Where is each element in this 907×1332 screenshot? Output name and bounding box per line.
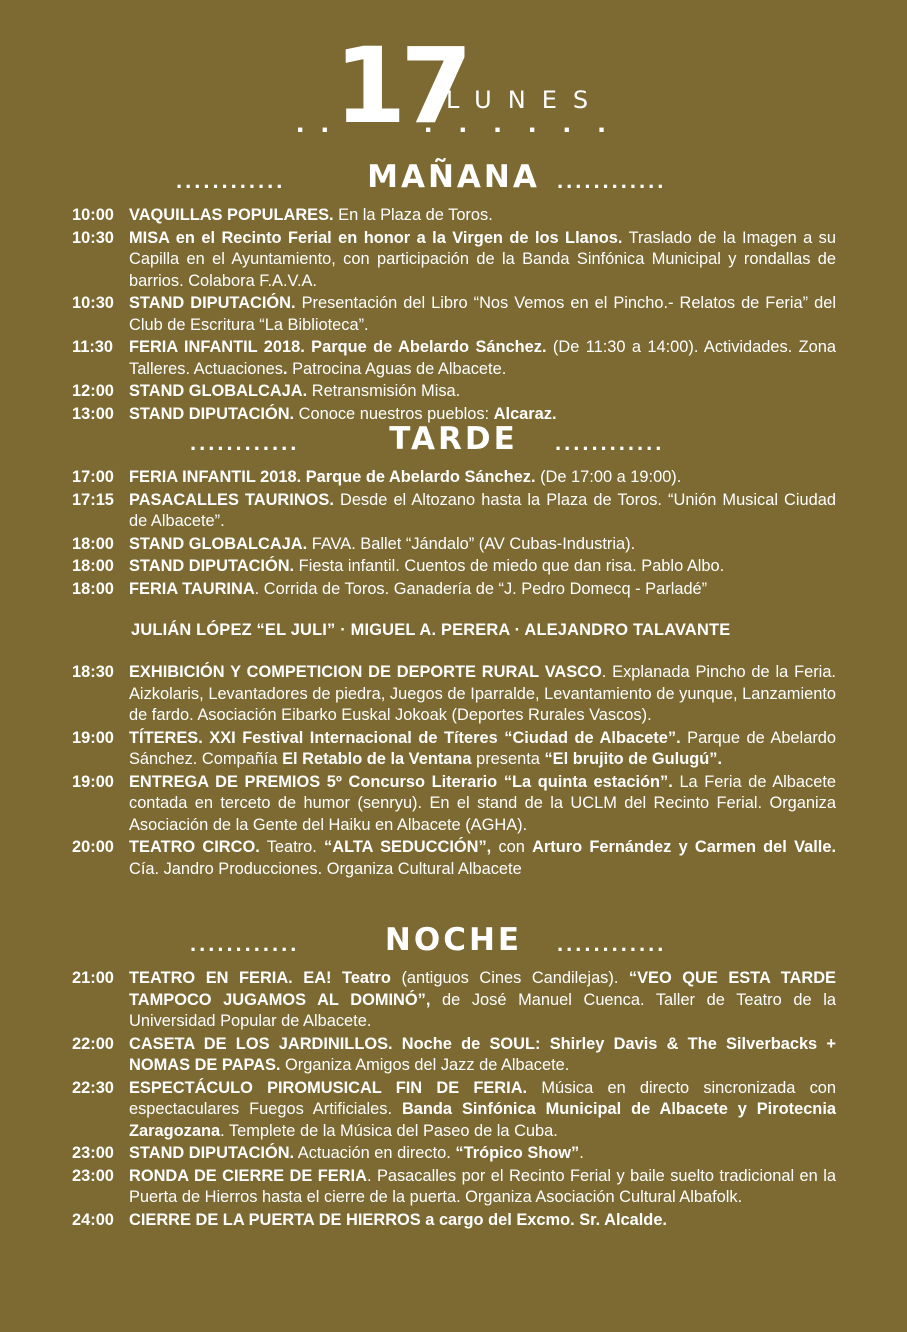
entry-text: Fiesta infantil. Cuentos de miedo que dan risa. Pablo Albo. [294,557,725,575]
entry-bold-text: “Trópico Show” [455,1144,580,1162]
entry-text: . Templete de la Música del Paseo de la Cuba. [220,1121,558,1140]
entry-bold-text: CIERRE DE LA PUERTA DE HIERROS a cargo del Excmo. Sr. Alcalde. [129,1210,667,1229]
entry-text: Desde el Altozano hasta la Plaza de Toros. “Unión Musical Ciudad de Albacete”. [129,490,836,530]
schedule-entry [72,1034,836,1077]
day-number: 17 [334,25,467,147]
schedule-entry [72,556,836,578]
entry-description [129,228,836,293]
entry-bold-text: “El brujito de Gulugú”. [544,750,723,768]
entry-text: (De 11:30 a 14:00). Actividades. Zona Talleres. Actuaciones [129,338,836,378]
entry-description [129,1166,836,1209]
schedule-entry [72,490,836,533]
entry-description [129,579,836,601]
entry-description [129,1210,836,1232]
schedule-entry [72,337,836,380]
entry-time: 18:30 [72,663,114,681]
morning-list [72,205,836,426]
entry-bold-text: TÍTERES. XXI Festival Internacional de Títeres “Ciudad de Albacete”. [129,728,681,747]
schedule-entry [72,534,836,556]
section-dots-left: ............ [190,931,300,956]
entry-description [129,205,836,227]
entry-bold-text: ESPECTÁCULO PIROMUSICAL FIN DE FERIA. [129,1078,528,1097]
entry-time: 17:15 [72,490,114,509]
entry-bold-text: STAND DIPUTACIÓN. [129,1144,295,1162]
entry-description [129,837,836,880]
entry-text: . Corrida de Toros. Ganadería de “J. Pedro Domecq - Parladé” [254,579,708,598]
entry-bold-text: STAND DIPUTACIÓN. [129,404,295,423]
schedule-entry [72,1143,836,1165]
section-title-morning: MAÑANA [367,159,540,195]
entry-time: 13:00 [72,404,114,423]
section-dots-right: ............ [555,430,665,455]
schedule-entry [72,467,836,489]
entry-time: 18:00 [72,579,114,598]
entry-time: 22:30 [72,1078,114,1097]
section-title-night: NOCHE [384,922,523,958]
entry-bold-text: FERIA TAURINA [129,579,255,598]
entry-bold-text: . [282,359,288,378]
schedule-entry [72,968,836,1033]
entry-text: Organiza Amigos del Jazz de Albacete. [280,1056,570,1074]
schedule-entry [72,1078,836,1143]
entry-description [129,1078,836,1143]
entry-description [129,1143,836,1165]
entry-text: Cía. Jandro Producciones. Organiza Cultural Albacete [129,859,522,878]
entry-text: Música en directo sincronizada con espectaculares Fuegos Artificiales. [129,1078,837,1118]
afternoon-list-2 [72,662,836,881]
entry-bold-text: STAND GLOBALCAJA. [129,534,308,553]
entry-time: 17:00 [72,468,114,486]
bullfighters-line: JULIÁN LÓPEZ “EL JULI” · MIGUEL A. PERERA · ALEJANDRO TALAVANTE [131,621,731,639]
entry-description [129,467,836,489]
entry-description [129,556,836,578]
entry-bold-text: “ALTA SEDUCCIÓN”, [324,838,492,856]
entry-text: . [579,1144,584,1162]
entry-text: FAVA. Ballet “Jándalo” (AV Cubas-Industria). [307,534,636,553]
schedule-entry [72,228,836,293]
entry-bold-text: El Retablo de la Ventana [282,750,472,768]
entry-bold-text: Arturo Fernández y Carmen del Valle. [532,838,836,856]
entry-bold-text: TEATRO CIRCO. [129,838,260,856]
entry-text: (De 17:00 a 19:00). [535,468,682,486]
entry-text: presenta [471,750,545,768]
entry-description [129,772,836,837]
entry-bold-text: Banda Sinfónica Municipal de Albacete y Pirotecnia Zaragozana [129,1100,836,1140]
entry-time: 19:00 [72,728,114,747]
entry-time: 21:00 [72,969,114,987]
entry-description [129,534,836,556]
entry-time: 19:00 [72,772,114,791]
entry-text: Teatro. [259,838,325,856]
schedule-entry [72,205,836,227]
schedule-entry [72,772,836,837]
schedule-entry [72,381,836,403]
entry-bold-text: Alcaraz. [493,404,557,423]
entry-time: 12:00 [72,382,114,400]
entry-text: Retransmisión Misa. [307,382,461,400]
night-list [72,968,836,1232]
schedule-entry [72,579,836,601]
entry-text: de José Manuel Cuenca. Taller de Teatro de la Universidad Popular de Albacete. [129,990,836,1030]
entry-time: 10:30 [72,228,114,247]
section-dots-left: ............ [190,430,300,455]
schedule-entry [72,1210,836,1232]
header-dots-left: . . [296,106,334,139]
entry-description [129,1034,836,1077]
entry-text: (antiguos Cines Candilejas). [390,969,629,987]
entry-text: . Pasacalles por el Recinto Ferial y baile suelto tradicional en la Puerta de Hierros hasta el cierre de la puerta. Organiza Asociación Cultural Albafolk. [129,1166,836,1206]
afternoon-list [72,467,836,601]
entry-text: La Feria de Albacete contada en terceto de humor (senryu). En el stand de la UCLM del Recinto Ferial. Organiza Asociación de la Gente del Haiku en Albacete (AGHA). [129,772,837,834]
schedule-entry [72,728,836,771]
entry-time: 10:30 [72,294,114,312]
schedule-entry [72,1166,836,1209]
entry-time: 22:00 [72,1034,114,1053]
entry-description [129,728,836,771]
entry-time: 18:00 [72,557,114,575]
entry-time: 11:30 [72,338,114,356]
entry-time: 23:00 [72,1166,114,1185]
section-morning [0,159,907,208]
entry-description [129,662,836,727]
entry-description [129,381,836,403]
day-header [296,25,616,147]
entry-bold-text: VAQUILLAS POPULARES. [129,206,334,224]
schedule-entry [72,662,836,727]
entry-bold-text: ENTREGA DE PREMIOS 5º Concurso Literario “La quinta estación”. [129,772,673,791]
entry-bold-text: TEATRO EN FERIA. EA! Teatro [129,969,391,987]
entry-description [129,293,836,336]
section-night [0,922,907,971]
entry-bold-text: MISA en el Recinto Ferial en honor a la Virgen de los Llanos. [129,228,623,247]
entry-bold-text: RONDA DE CIERRE DE FERIA [129,1166,367,1185]
entry-text: Parque de Abelardo Sánchez. Compañía [129,728,837,768]
section-afternoon [0,421,907,470]
entry-text: Presentación del Libro “Nos Vemos en el Pincho.- Relatos de Feria” del Club de Escritura “La Biblioteca”. [129,294,836,334]
entry-text: Patrocina Aguas de Albacete. [287,359,507,378]
section-title-afternoon: TARDE [389,421,518,457]
entry-bold-text: FERIA INFANTIL 2018. Parque de Abelardo Sánchez. [129,468,536,486]
entry-text: Conoce nuestros pueblos: [294,404,494,423]
entry-time: 10:00 [72,206,114,224]
entry-bold-text: STAND GLOBALCAJA. [129,382,308,400]
entry-time: 18:00 [72,534,114,553]
day-name: LUNES [446,86,605,114]
entry-bold-text: STAND DIPUTACIÓN. [129,294,296,312]
entry-bold-text: EXHIBICIÓN Y COMPETICION DE DEPORTE RURAL VASCO [129,663,602,681]
schedule-entry [72,837,836,880]
entry-bold-text: PASACALLES TAURINOS. [129,490,334,509]
entry-time: 24:00 [72,1210,114,1229]
schedule-entry [72,293,836,336]
entry-text: En la Plaza de Toros. [333,206,493,224]
entry-bold-text: STAND DIPUTACIÓN. [129,557,295,575]
entry-bold-text: CASETA DE LOS JARDINILLOS. Noche de SOUL: Shirley Davis & The Silverbacks + NOMAS DE PAPAS. [129,1034,836,1074]
entry-time: 20:00 [72,838,114,856]
section-dots-right: ............ [557,931,667,956]
entry-time: 23:00 [72,1144,114,1162]
entry-bold-text: FERIA INFANTIL 2018. Parque de Abelardo Sánchez. [129,338,547,356]
section-dots-right: ............ [557,168,667,193]
entry-description [129,490,836,533]
entry-description [129,968,836,1033]
section-dots-left: ............ [176,168,286,193]
entry-description [129,337,836,380]
entry-text: Actuación en directo. [294,1144,456,1162]
entry-text: con [491,838,533,856]
entry-bold-text: “VEO QUE ESTA TARDE TAMPOCO JUGAMOS AL DOMINÓ”, [129,969,836,1009]
entry-text: . Explanada Pincho de la Feria. Aizkolaris, Levantadores de piedra, Juegos de Iparralde, Levantamiento de yunque, Lanzamiento de fardo. Asociación Eibarko Euskal Jokoak (Deportes Rurales Vascos). [129,663,836,724]
header-dots-right: . . . . . . [424,106,615,139]
entry-text: Traslado de la Imagen a su Capilla en el Ayuntamiento, con participación de la Banda Sinfónica Municipal y rondallas de barrios. Colabora F.A.V.A. [129,228,836,290]
